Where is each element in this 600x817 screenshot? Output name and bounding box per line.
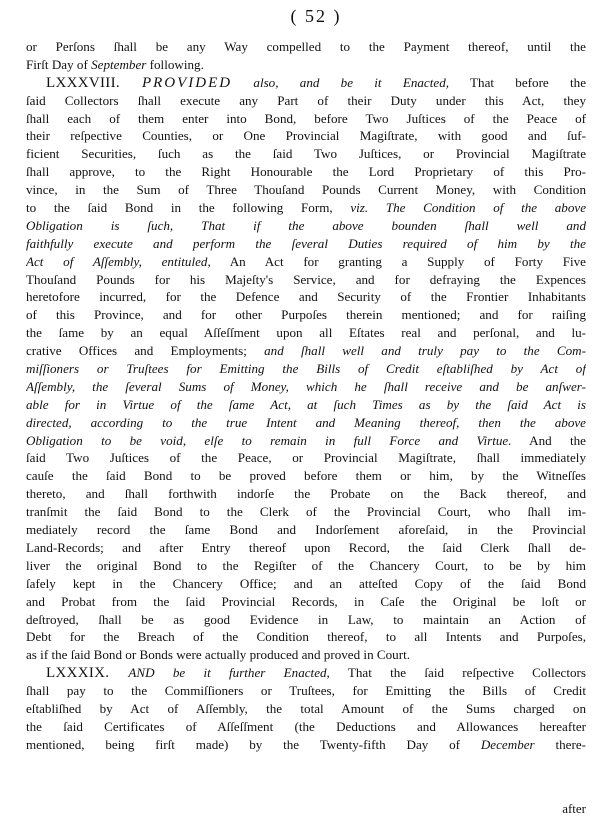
text-line [26, 628, 586, 646]
text-segment: to the ſaid Bond in the following Form, [26, 200, 351, 216]
text-line [26, 718, 586, 736]
text-line [26, 736, 586, 754]
text-segment: the ſaid Certificates of Aſſeſſment (the Deductions and Allowances hereafter [26, 718, 586, 734]
text-line [26, 342, 586, 360]
text-segment: That the ſaid reſpective Collectors [329, 665, 586, 681]
text-line [26, 181, 586, 199]
text-line [26, 92, 586, 110]
text-line [26, 38, 586, 56]
text-line [26, 127, 586, 145]
text-segment: tranſmit the ſaid Bond to the Clerk of the Provincial Court, who ſhall im- [26, 504, 586, 520]
text-line [26, 396, 586, 414]
text-segment: LXXXIX. [46, 665, 129, 682]
text-segment: and Probat from the ſaid Provincial Records, in Caſe the Original be loſt or [26, 593, 586, 609]
text-segment: eſtabliſhed by Act of Aſſembly, the total Amount of the Sums charged on [26, 700, 586, 716]
text-segment: ſaid Collectors ſhall execute any Part of their Duty under this Act, they [26, 92, 586, 108]
text-segment: liver the original Bond to the Regiſter of the Chancery Court, to be by him [26, 557, 586, 573]
text-segment: ſaid Two Juſtices of the Peace, or Provincial Magiſtrate, ſhall immediately [26, 450, 586, 466]
body-text [26, 38, 586, 754]
text-line [26, 485, 586, 503]
text-segment: ſafely kept in the Chancery Office; and an atteſted Copy of the ſaid Bond [26, 575, 586, 591]
text-line [26, 521, 586, 539]
text-line [26, 110, 586, 128]
text-segment: heretofore incurred, for the Defence and Security of the Frontier Inhabitants [26, 289, 586, 305]
text-line [26, 217, 586, 235]
text-line [26, 288, 586, 306]
text-line [26, 646, 586, 664]
text-line [26, 432, 586, 450]
text-segment: of this Province, and for other Purpoſes therein mentioned; and for raiſing [26, 307, 586, 323]
text-segment: Act of Aſſembly, entituled, [26, 253, 211, 269]
text-segment: AND be it further Enacted, [128, 665, 330, 681]
text-line [26, 306, 586, 324]
text-segment: also, and be it Enacted, [232, 74, 450, 90]
text-segment: Debt for the Breach of the Condition thereof, to all Intents and Purpoſes, [26, 629, 586, 645]
text-segment: vince, in the Sum of Three Thouſand Pounds Current Money, with Condition [26, 182, 586, 198]
text-line [26, 56, 586, 74]
text-line [26, 163, 586, 181]
text-segment: crative Offices and Employments; [26, 343, 265, 359]
text-line [26, 503, 586, 521]
text-segment: ſhall pay to the Commiſſioners or Truſtees, for Emitting the Bills of Credit [26, 683, 586, 699]
text-segment: directed, according to the true Intent and Meaning thereof, then the above [26, 414, 586, 430]
text-segment: mentioned, being firſt made) by the Twenty-fifth Day of [26, 736, 481, 752]
text-segment: Land-Records; and after Entry thereof upon Record, the ſaid Clerk ſhall de- [26, 539, 586, 555]
text-segment: Firſt Day of [26, 56, 92, 72]
text-line [26, 324, 586, 342]
text-segment: miſſioners or Truſtees for Emitting the Bills of Credit eſtabliſhed by Act of [26, 361, 586, 377]
text-line [26, 235, 586, 253]
text-segment: Obligation to be void, elſe to remain in full Force and Virtue. [26, 432, 512, 448]
text-segment: ſhall each of them enter into Bond, before Two Juſtices of the Peace of [26, 110, 586, 126]
text-line [26, 145, 586, 163]
text-segment: Aſſembly, the ſeveral Sums of Money, which he ſhall receive and be anſwer- [26, 378, 586, 394]
text-segment: December [480, 736, 535, 752]
text-segment: LXXXVIII. [46, 74, 142, 91]
text-line [26, 199, 586, 217]
text-segment: able for in Virtue of the ſame Act, at ſuch Times as by the ſaid Act is [26, 396, 586, 412]
text-segment: ficient Securities, ſuch as the ſaid Two Juſtices, or Provincial Magiſtrate [26, 146, 586, 162]
text-segment: Obligation is ſuch, That if the above bounden ſhall well and [26, 217, 586, 233]
catchword: after [562, 801, 586, 816]
text-line [26, 682, 586, 700]
text-line [26, 611, 586, 629]
text-segment: And the [511, 432, 586, 448]
text-segment: as if the ſaid Bond or Bonds were actually produced and proved in Court. [26, 647, 410, 663]
text-segment: Thouſand Pounds for his Majeſty's Service, and for defraying the Expences [26, 271, 586, 287]
text-segment: PROVIDED [141, 74, 233, 91]
text-segment: mediately record the ſame Bond and Indorſement aforeſaid, in the Provincial [26, 522, 586, 538]
text-segment: the ſame by an equal Aſſeſſment upon all Eſtates real and perſonal, and lu- [26, 325, 586, 341]
text-line [26, 449, 586, 467]
text-line [26, 664, 586, 682]
text-line [26, 575, 586, 593]
text-segment: thereto, and ſhall forthwith indorſe the Probate on the Back thereof, and [26, 486, 586, 502]
text-line [26, 557, 586, 575]
text-segment: deſtroyed, ſhall be as good Evidence in Law, to maintain an Action of [26, 611, 586, 627]
text-segment: and ſhall well and truly pay to the Com- [264, 343, 586, 359]
text-segment: faithfully execute and perform the ſeveral Duties required of him by the [26, 235, 586, 251]
text-line [26, 539, 586, 557]
text-segment: September [91, 56, 147, 72]
page-number: ( 52 ) [290, 6, 342, 26]
text-line [26, 271, 586, 289]
text-segment: there- [534, 736, 586, 752]
text-segment: or Perſons ſhall be any Way compelled to the Payment thereof, until the [26, 39, 586, 54]
text-line [26, 467, 586, 485]
text-segment: An Act for granting a Supply of Forty Five [210, 253, 586, 269]
text-line [26, 360, 586, 378]
text-segment: their reſpective Counties, or One Provincial Magiſtrate, with good and ſuf- [26, 128, 586, 144]
text-line [26, 253, 586, 271]
text-segment: cauſe the ſaid Bond to be proved before them or him, by the Witneſſes [26, 468, 586, 484]
text-line [26, 700, 586, 718]
text-segment: following. [146, 56, 204, 72]
text-segment: viz. The Condition of the above [350, 200, 586, 216]
text-segment: ſhall approve, to the Right Honourable the Lord Proprietary of this Pro- [26, 164, 586, 180]
text-segment: That before the [449, 74, 586, 90]
text-line [26, 593, 586, 611]
text-line [26, 378, 586, 396]
text-line [26, 74, 586, 92]
text-line [26, 414, 586, 432]
